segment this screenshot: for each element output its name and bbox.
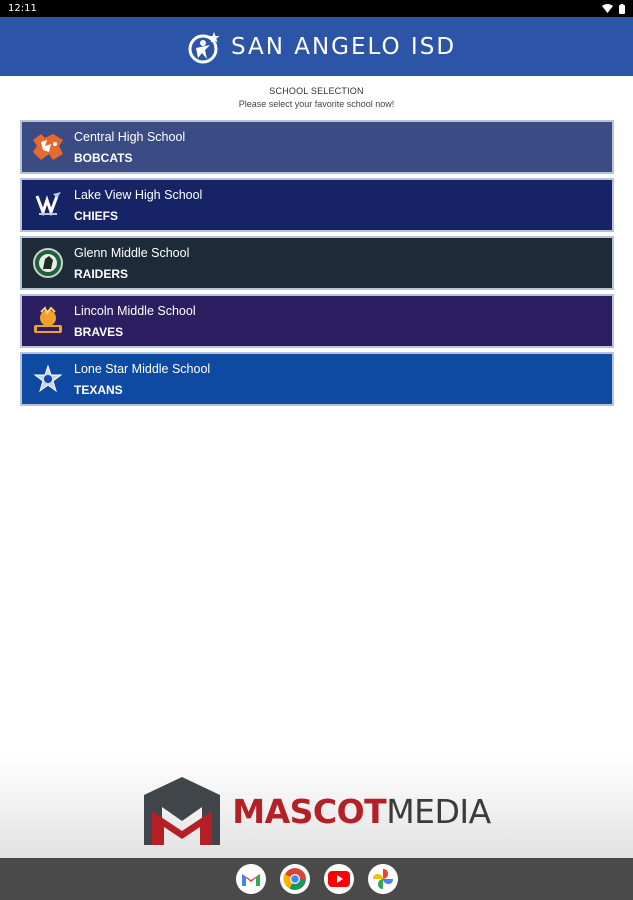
school-item-lake-view[interactable] <box>20 178 614 232</box>
school-mascot: BRAVES <box>74 324 124 339</box>
mascot-media-logo-icon <box>142 775 222 847</box>
status-time: 12:11 <box>8 3 37 14</box>
raider-logo-icon <box>30 245 66 281</box>
district-logo-icon <box>187 29 223 65</box>
school-mascot: BOBCATS <box>74 150 133 165</box>
battery-icon <box>619 4 625 14</box>
chief-logo-icon <box>30 187 66 223</box>
status-icons <box>602 4 625 14</box>
school-item-lone-star[interactable] <box>20 352 614 406</box>
youtube-icon[interactable] <box>324 864 354 894</box>
navigation-dock <box>0 858 633 900</box>
brand-part1: MASCOT <box>232 791 387 831</box>
brave-logo-icon <box>30 303 66 339</box>
bobcat-logo-icon <box>30 129 66 165</box>
school-item-central[interactable] <box>20 120 614 174</box>
school-mascot: TEXANS <box>74 382 123 397</box>
texan-logo-icon <box>30 361 66 397</box>
school-mascot: RAIDERS <box>74 266 129 281</box>
wifi-icon <box>602 4 613 13</box>
school-name: Lone Star Middle School <box>74 361 211 376</box>
gmail-icon[interactable] <box>236 864 266 894</box>
app-title: SAN ANGELO ISD <box>230 33 457 60</box>
school-item-glenn[interactable] <box>20 236 614 290</box>
chrome-icon[interactable] <box>280 864 310 894</box>
mascot-media-brand <box>142 775 490 847</box>
school-name: Central High School <box>74 129 186 144</box>
school-name: Lake View High School <box>74 187 203 202</box>
school-name: Lincoln Middle School <box>74 303 196 318</box>
brand-part2: MEDIA <box>386 791 491 831</box>
section-subtitle: Please select your favorite school now! <box>238 99 395 109</box>
school-mascot: CHIEFS <box>74 208 119 223</box>
photos-icon[interactable] <box>368 864 398 894</box>
section-title: SCHOOL SELECTION <box>269 86 364 96</box>
status-bar <box>0 0 633 17</box>
school-item-lincoln[interactable] <box>20 294 614 348</box>
footer <box>0 756 633 858</box>
school-list <box>20 120 614 406</box>
school-name: Glenn Middle School <box>74 245 190 260</box>
app-header <box>0 17 633 76</box>
